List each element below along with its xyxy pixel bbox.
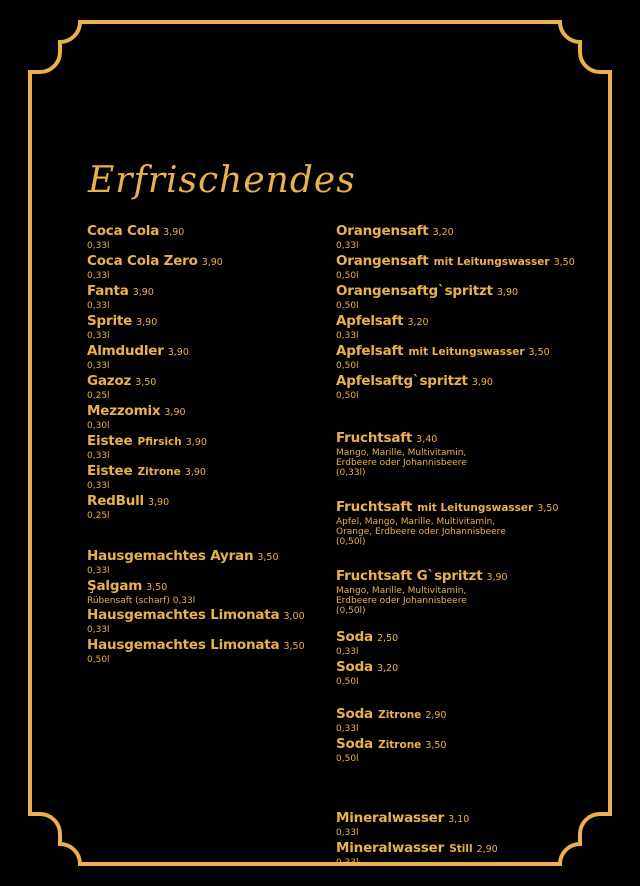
menu-item-line xyxy=(87,312,327,331)
menu-item-line xyxy=(87,606,327,625)
item-volume: 0,33l xyxy=(87,566,110,576)
item-volume: 0,50l xyxy=(336,754,359,764)
menu-item-line xyxy=(87,492,327,511)
item-price: 3,90 xyxy=(496,287,519,298)
item-volume: 0,33l xyxy=(87,361,110,371)
item-variant: Zitrone xyxy=(137,466,181,478)
menu-item-line xyxy=(87,372,327,391)
item-volume: 0,33l xyxy=(336,241,359,251)
menu-item xyxy=(336,252,596,282)
item-description: Apfel, Mango, Marille, Multivitamin, xyxy=(336,517,496,527)
item-price: 3,50 xyxy=(537,503,559,514)
item-price: 3,50 xyxy=(528,347,550,358)
menu-item xyxy=(336,735,596,765)
menu-item xyxy=(336,222,596,252)
item-price: 3,50 xyxy=(135,377,157,388)
item-name: Soda xyxy=(336,736,373,752)
item-description: (0,50l) xyxy=(336,606,366,616)
menu-column-left xyxy=(87,222,327,666)
menu-item xyxy=(87,342,327,372)
item-name: Eistee xyxy=(87,463,133,479)
item-volume: 0,50l xyxy=(336,361,359,371)
item-price: 2,90 xyxy=(425,710,447,721)
menu-item xyxy=(336,567,596,616)
item-variant: Zitrone xyxy=(378,739,422,751)
item-name: Orangensaftg`spritzt xyxy=(336,283,493,299)
item-price: 3,20 xyxy=(407,317,429,328)
menu-item-line xyxy=(87,402,327,421)
item-name: Orangensaft xyxy=(336,223,429,239)
menu-item xyxy=(336,628,596,658)
item-variant: Zitrone xyxy=(378,709,422,721)
item-price: 3,90 xyxy=(185,437,207,448)
item-name: Coca Cola xyxy=(87,223,160,239)
item-price: 3,90 xyxy=(184,467,206,478)
item-name: Hausgemachtes Limonata xyxy=(87,607,280,623)
menu-item xyxy=(336,658,596,688)
item-price: 3,00 xyxy=(283,611,305,622)
item-description: (0,50l) xyxy=(336,537,366,547)
menu-item xyxy=(336,705,596,735)
item-volume: 0,33l xyxy=(87,451,110,461)
menu-item xyxy=(87,462,327,492)
item-price: 3,90 xyxy=(486,572,508,583)
item-volume: 0,50l xyxy=(336,391,359,401)
item-description: Erdbeere oder Johannisbeere xyxy=(336,596,467,606)
menu-item-line xyxy=(336,839,596,858)
item-name: Gazoz xyxy=(87,373,132,389)
menu-item xyxy=(87,432,327,462)
item-price: 3,90 xyxy=(167,347,189,358)
item-name: Mineralwasser xyxy=(336,840,445,856)
item-name: Soda xyxy=(336,706,373,722)
item-volume: 0,30l xyxy=(87,421,110,431)
menu-item-line xyxy=(336,252,596,271)
menu-item xyxy=(336,342,596,372)
menu-item xyxy=(87,606,327,636)
menu-item xyxy=(336,839,596,869)
item-name: Hausgemachtes Ayran xyxy=(87,548,254,564)
item-price: 3,50 xyxy=(283,641,305,652)
item-price: 3,50 xyxy=(257,552,279,563)
item-volume: 0,50l xyxy=(336,677,359,687)
item-description: Rübensaft (scharf) 0,33l xyxy=(87,596,196,606)
menu-item xyxy=(87,372,327,402)
menu-item xyxy=(87,222,327,252)
menu-item xyxy=(336,498,596,547)
item-description: Mango, Marille, Multivitamin, xyxy=(336,448,467,458)
item-price: 3,90 xyxy=(201,257,223,268)
menu-item-line xyxy=(336,429,596,448)
menu-item-line xyxy=(336,567,596,586)
item-name: Fruchtsaft xyxy=(336,499,413,515)
item-price: 3,20 xyxy=(376,663,399,674)
item-price: 3,20 xyxy=(432,227,454,238)
item-variant: mit Leitungswasser xyxy=(433,256,550,268)
item-name: Orangensaft xyxy=(336,253,429,269)
item-name: Soda xyxy=(336,629,373,645)
menu-item-line xyxy=(336,658,596,677)
item-price: 3,90 xyxy=(163,227,185,238)
item-name: Sprite xyxy=(87,313,133,329)
menu-column-right xyxy=(336,222,596,869)
item-price: 3,90 xyxy=(164,407,186,418)
item-price: 2,90 xyxy=(476,844,498,855)
menu-item-line xyxy=(336,735,596,754)
item-name: Mineralwasser xyxy=(336,810,445,826)
item-price: 2,50 xyxy=(376,633,399,644)
menu-title: Erfrischendes xyxy=(88,160,356,201)
menu-item xyxy=(336,429,596,478)
item-volume: 0,33l xyxy=(336,828,359,838)
menu-item-line xyxy=(336,628,596,647)
menu-item-line xyxy=(87,636,327,655)
item-name: Fruchtsaft xyxy=(336,430,413,446)
item-variant: mit Leitungswasser xyxy=(408,346,525,358)
item-variant: mit Leitungswasser xyxy=(417,502,534,514)
item-volume: 0,50l xyxy=(336,301,359,311)
menu-item xyxy=(336,809,596,839)
item-volume: 0,33l xyxy=(87,301,110,311)
item-name: Eistee xyxy=(87,433,133,449)
item-variant: Pfirsich xyxy=(137,436,182,448)
menu-item-line xyxy=(336,705,596,724)
item-volume: 0,33l xyxy=(87,271,110,281)
menu-item xyxy=(87,636,327,666)
item-volume: 0,33l xyxy=(87,625,110,635)
menu-item-line xyxy=(87,432,327,451)
menu-item xyxy=(336,282,596,312)
item-price: 3,90 xyxy=(147,497,170,508)
menu-item xyxy=(87,252,327,282)
menu-item xyxy=(87,402,327,432)
menu-item xyxy=(87,577,327,606)
item-description: (0,33l) xyxy=(336,468,366,478)
item-name: RedBull xyxy=(87,493,144,509)
item-volume: 0,25l xyxy=(87,391,110,401)
item-volume: 0,33l xyxy=(336,858,359,868)
item-name: Apfelsaftg`spritzt xyxy=(336,373,468,389)
menu-item-line xyxy=(87,222,327,241)
menu-item-line xyxy=(87,462,327,481)
menu-item-line xyxy=(336,809,596,828)
menu-item-line xyxy=(87,282,327,301)
item-description: Erdbeere oder Johannisbeere xyxy=(336,458,467,468)
item-price: 3,40 xyxy=(416,434,438,445)
menu-item-line xyxy=(336,342,596,361)
menu-item-line xyxy=(336,222,596,241)
menu-item-line xyxy=(87,252,327,271)
item-description: Orange, Erdbeere oder Johannisbeere xyxy=(336,527,506,537)
item-price: 3,10 xyxy=(448,814,470,825)
menu-item-line xyxy=(336,282,596,301)
menu-item-line xyxy=(336,372,596,391)
item-price: 3,50 xyxy=(146,582,168,593)
item-price: 3,90 xyxy=(132,287,154,298)
menu-item xyxy=(87,282,327,312)
item-variant: Still xyxy=(449,843,473,855)
item-name: Apfelsaft xyxy=(336,313,404,329)
item-description: Mango, Marille, Multivitamin, xyxy=(336,586,467,596)
item-price: 3,50 xyxy=(425,740,447,751)
item-volume: 0,33l xyxy=(336,331,359,341)
item-volume: 0,50l xyxy=(336,271,359,281)
menu-item xyxy=(336,312,596,342)
item-name: Hausgemachtes Limonata xyxy=(87,637,280,653)
item-name: Şalgam xyxy=(87,578,143,594)
item-price: 3,90 xyxy=(471,377,493,388)
menu-item xyxy=(336,372,596,402)
item-name: Apfelsaft xyxy=(336,343,404,359)
item-volume: 0,33l xyxy=(87,241,110,251)
item-volume: 0,33l xyxy=(336,724,359,734)
menu-item xyxy=(87,312,327,342)
menu-item-line xyxy=(87,547,327,566)
item-name: Fanta xyxy=(87,283,129,299)
item-name: Fruchtsaft G`spritzt xyxy=(336,568,483,584)
menu-item xyxy=(87,492,327,522)
item-volume: 0,50l xyxy=(87,655,110,665)
menu-item-line xyxy=(87,577,327,596)
item-volume: 0,33l xyxy=(87,481,110,491)
item-name: Soda xyxy=(336,659,373,675)
item-price: 3,50 xyxy=(553,257,575,268)
item-price: 3,90 xyxy=(136,317,158,328)
menu-item-line xyxy=(87,342,327,361)
menu-item-line xyxy=(336,312,596,331)
item-name: Coca Cola Zero xyxy=(87,253,198,269)
item-name: Almdudler xyxy=(87,343,164,359)
item-volume: 0,25l xyxy=(87,511,110,521)
item-volume: 0,33l xyxy=(336,647,359,657)
menu-item xyxy=(87,547,327,577)
item-volume: 0,33l xyxy=(87,331,110,341)
menu-item-line xyxy=(336,498,596,517)
item-name: Mezzomix xyxy=(87,403,161,419)
